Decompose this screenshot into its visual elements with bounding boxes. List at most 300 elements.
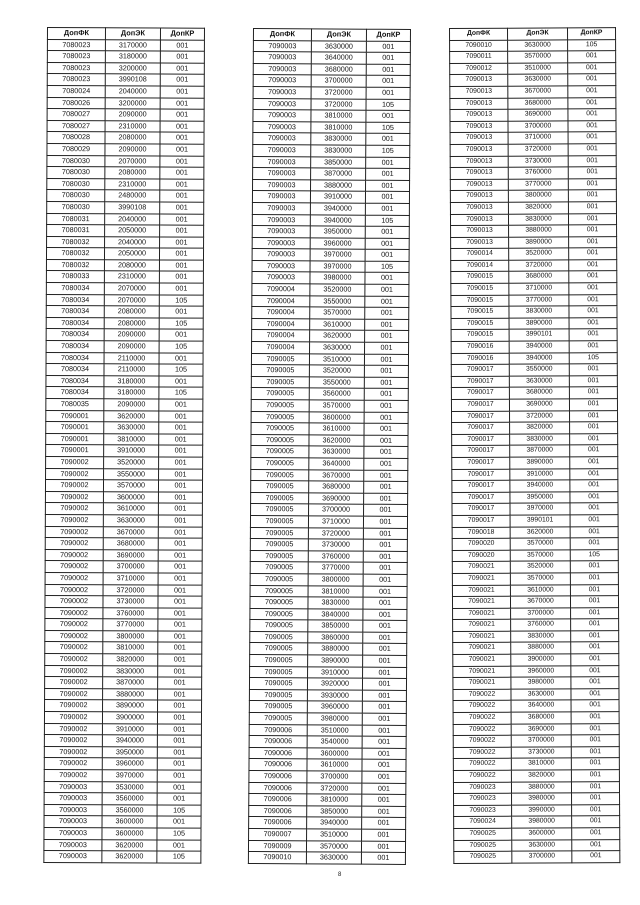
- cell-dopkr: 001: [571, 770, 619, 782]
- cell-dopfk: 7090018: [452, 527, 510, 539]
- cell-dopfk: 7090022: [453, 770, 511, 782]
- header-dopkr: ДопКР: [568, 28, 616, 40]
- cell-dopfk: 7090022: [453, 689, 511, 701]
- cell-dopkr: 001: [363, 644, 407, 656]
- cell-dopkr: 001: [158, 619, 202, 631]
- cell-dopfk: 7090005: [250, 562, 308, 574]
- cell-dopek: 3630000: [104, 422, 159, 434]
- table-row: [450, 51, 616, 63]
- cell-dopkr: 001: [159, 445, 203, 457]
- cell-dopkr: 001: [363, 574, 407, 586]
- cell-dopek: 3550000: [104, 468, 159, 480]
- cell-dopfk: 7090013: [450, 179, 508, 191]
- table-row: [47, 201, 204, 213]
- cell-dopek: 3770000: [308, 562, 363, 574]
- cell-dopkr: 001: [568, 155, 616, 167]
- cell-dopfk: 7090005: [250, 608, 308, 620]
- cell-dopek: 3180000: [104, 376, 159, 388]
- table-row: [44, 712, 201, 724]
- cell-dopkr: 001: [364, 447, 408, 459]
- table-row: [453, 619, 619, 631]
- code-table-right: [449, 27, 620, 864]
- table-row: [44, 758, 201, 770]
- cell-dopek: 3600000: [307, 748, 362, 760]
- table-row: [44, 769, 201, 781]
- table-row: [250, 666, 407, 679]
- cell-dopfk: 7080024: [47, 85, 105, 97]
- table-row: [46, 352, 203, 364]
- table-row: [45, 549, 202, 561]
- table-row: [453, 735, 619, 747]
- cell-dopfk: 7090022: [453, 759, 511, 771]
- table-row: [46, 433, 203, 445]
- cell-dopek: 3630000: [306, 852, 361, 864]
- cell-dopfk: 7090017: [451, 388, 509, 400]
- cell-dopkr: 001: [364, 389, 408, 401]
- cell-dopfk: 7090002: [45, 584, 103, 596]
- cell-dopkr: 001: [365, 273, 409, 285]
- table-row: [253, 133, 410, 146]
- cell-dopek: 3930000: [307, 690, 362, 702]
- table-row: [452, 549, 618, 561]
- cell-dopek: 3810000: [103, 642, 158, 654]
- cell-dopek: 3940000: [102, 735, 157, 747]
- cell-dopek: 3900000: [511, 654, 571, 666]
- cell-dopek: 3520000: [310, 284, 365, 296]
- table-row: [45, 665, 202, 677]
- table-row: [252, 214, 409, 227]
- cell-dopek: 3890000: [510, 457, 570, 469]
- page-number: 8: [338, 872, 342, 878]
- header-row: [47, 28, 204, 40]
- cell-dopkr: 001: [570, 457, 618, 469]
- table-row: [251, 504, 408, 517]
- cell-dopkr: 001: [362, 829, 406, 841]
- code-table-left: [43, 27, 205, 863]
- cell-dopfk: 7090016: [451, 353, 509, 365]
- table-row: [45, 514, 202, 526]
- table-row: [253, 98, 410, 111]
- table-row: [451, 399, 617, 411]
- cell-dopkr: 001: [158, 689, 202, 701]
- cell-dopkr: 001: [570, 445, 618, 457]
- cell-dopek: 3950000: [510, 492, 570, 504]
- cell-dopfk: 7090003: [253, 52, 311, 64]
- cell-dopfk: 7090002: [45, 642, 103, 654]
- cell-dopfk: 7090006: [249, 805, 307, 817]
- cell-dopkr: 001: [568, 109, 616, 121]
- table-row: [452, 584, 618, 596]
- cell-dopfk: 7090007: [249, 828, 307, 840]
- cell-dopek: 3830000: [510, 434, 570, 446]
- cell-dopkr: 105: [366, 122, 410, 134]
- cell-dopfk: 7080030: [47, 178, 105, 190]
- cell-dopek: 3560000: [102, 793, 157, 805]
- cell-dopfk: 7090005: [250, 515, 308, 527]
- cell-dopkr: 001: [158, 492, 202, 504]
- cell-dopkr: 001: [362, 736, 406, 748]
- cell-dopek: 3600000: [102, 828, 157, 840]
- cell-dopek: 3550000: [509, 364, 569, 376]
- cell-dopek: 3510000: [309, 353, 364, 365]
- cell-dopkr: 001: [159, 469, 203, 481]
- cell-dopfk: 7090013: [451, 225, 509, 237]
- cell-dopek: 3620000: [102, 851, 157, 863]
- table-row: [45, 526, 202, 538]
- cell-dopkr: 001: [364, 354, 408, 366]
- cell-dopek: 2090000: [104, 329, 159, 341]
- cell-dopfk: 7090003: [44, 827, 102, 839]
- table-row: [451, 306, 617, 318]
- cell-dopkr: 001: [365, 331, 409, 343]
- cell-dopek: 3710000: [308, 516, 363, 528]
- cell-dopkr: 001: [361, 841, 405, 853]
- cell-dopkr: 001: [157, 782, 201, 794]
- cell-dopfk: 7090002: [45, 700, 103, 712]
- cell-dopfk: 7090003: [44, 851, 102, 863]
- cell-dopkr: 001: [157, 747, 201, 759]
- cell-dopek: 3910000: [102, 723, 157, 735]
- cell-dopkr: 001: [365, 284, 409, 296]
- cell-dopfk: 7090017: [452, 434, 510, 446]
- cell-dopkr: 001: [157, 793, 201, 805]
- cell-dopek: 2050000: [104, 248, 159, 260]
- table-row: [44, 839, 201, 851]
- cell-dopfk: 7090006: [249, 736, 307, 748]
- cell-dopfk: 7090003: [252, 202, 310, 214]
- cell-dopek: 3620000: [309, 435, 364, 447]
- cell-dopek: 3820000: [103, 654, 158, 666]
- cell-dopfk: 7090022: [453, 701, 511, 713]
- cell-dopkr: 001: [366, 157, 410, 169]
- cell-dopek: 3200000: [105, 63, 160, 75]
- cell-dopfk: 7090015: [451, 306, 509, 318]
- cell-dopkr: 001: [569, 248, 617, 260]
- table-row: [46, 410, 203, 422]
- cell-dopek: 2110000: [104, 352, 159, 364]
- cell-dopek: 3510000: [307, 724, 362, 736]
- cell-dopek: 3630000: [309, 446, 364, 458]
- table-row: [452, 526, 618, 538]
- cell-dopkr: 001: [571, 642, 619, 654]
- cell-dopfk: 7090013: [450, 144, 508, 156]
- cell-dopek: 3560000: [102, 805, 157, 817]
- table-row: [46, 375, 203, 387]
- cell-dopkr: 001: [362, 702, 406, 714]
- cell-dopek: 3680000: [509, 271, 569, 283]
- table-row: [252, 295, 409, 308]
- cell-dopkr: 001: [364, 423, 408, 435]
- cell-dopek: 3970000: [510, 503, 570, 515]
- table-row: [451, 225, 617, 237]
- table-row: [453, 781, 619, 793]
- cell-dopkr: 001: [158, 538, 202, 550]
- table-row: [250, 643, 407, 656]
- cell-dopfk: 7090002: [45, 503, 103, 515]
- table-row: [45, 677, 202, 689]
- cell-dopkr: 001: [571, 781, 619, 793]
- cell-dopek: 3830000: [311, 145, 366, 157]
- table-row: [248, 840, 405, 853]
- cell-dopfk: 7090002: [45, 677, 103, 689]
- cell-dopkr: 001: [568, 62, 616, 74]
- table-row: [45, 619, 202, 631]
- cell-dopkr: 001: [365, 342, 409, 354]
- cell-dopek: 3600000: [512, 828, 572, 840]
- table-row: [249, 689, 406, 702]
- cell-dopek: 3640000: [309, 458, 364, 470]
- cell-dopkr: 001: [158, 527, 202, 539]
- cell-dopkr: 001: [160, 179, 204, 191]
- cell-dopek: 3810000: [307, 794, 362, 806]
- table-row: [452, 457, 618, 469]
- cell-dopkr: 001: [159, 283, 203, 295]
- cell-dopfk: 7090017: [451, 399, 509, 411]
- table-row: [46, 456, 203, 468]
- cell-dopek: 3700000: [311, 75, 366, 87]
- cell-dopfk: 7090016: [451, 341, 509, 353]
- table-row: [453, 770, 619, 782]
- cell-dopek: 3680000: [309, 481, 364, 493]
- cell-dopkr: 001: [364, 470, 408, 482]
- table-row: [249, 713, 406, 726]
- cell-dopfk: 7080027: [47, 109, 105, 121]
- cell-dopkr: 001: [160, 121, 204, 133]
- cell-dopek: 3670000: [103, 526, 158, 538]
- cell-dopek: 3640000: [511, 700, 571, 712]
- table-row: [252, 191, 409, 204]
- cell-dopfk: 7090003: [253, 110, 311, 122]
- cell-dopkr: 001: [366, 180, 410, 192]
- cell-dopek: 3890000: [509, 318, 569, 330]
- cell-dopkr: 001: [571, 758, 619, 770]
- cell-dopkr: 001: [366, 52, 410, 64]
- table-row: [46, 445, 203, 457]
- cell-dopfk: 7090003: [253, 179, 311, 191]
- cell-dopek: 3700000: [511, 735, 571, 747]
- cell-dopfk: 7090017: [452, 492, 510, 504]
- cell-dopfk: 7090003: [44, 793, 102, 805]
- cell-dopkr: 001: [157, 735, 201, 747]
- cell-dopek: 3700000: [307, 771, 362, 783]
- table-row: [251, 469, 408, 482]
- cell-dopfk: 7080028: [47, 132, 105, 144]
- cell-dopek: 2080000: [104, 318, 159, 330]
- cell-dopfk: 7080031: [47, 213, 105, 225]
- cell-dopkr: 001: [365, 226, 409, 238]
- cell-dopkr: 001: [158, 480, 202, 492]
- cell-dopek: 3890000: [308, 655, 363, 667]
- cell-dopek: 3770000: [509, 295, 569, 307]
- table-row: [251, 423, 408, 436]
- table-row: [251, 434, 408, 447]
- cell-dopkr: 001: [362, 818, 406, 830]
- table-row: [452, 596, 618, 608]
- cell-dopek: 2040000: [105, 86, 160, 98]
- cell-dopfk: 7090006: [249, 782, 307, 794]
- table-row: [451, 329, 617, 341]
- cell-dopfk: 7090005: [250, 620, 308, 632]
- cell-dopkr: 001: [158, 584, 202, 596]
- table-row: [44, 816, 201, 828]
- cell-dopfk: 7090020: [452, 550, 510, 562]
- cell-dopkr: 105: [159, 295, 203, 307]
- cell-dopfk: 7090003: [253, 86, 311, 98]
- table-row: [46, 422, 203, 434]
- cell-dopfk: 7090013: [450, 133, 508, 145]
- table-row: [46, 387, 203, 399]
- cell-dopfk: 7080030: [47, 167, 105, 179]
- cell-dopkr: 001: [568, 178, 616, 190]
- cell-dopkr: 001: [366, 41, 410, 53]
- cell-dopek: 3940000: [307, 817, 362, 829]
- table-row: [450, 86, 616, 98]
- cell-dopkr: 001: [366, 87, 410, 99]
- cell-dopfk: 7080023: [47, 39, 105, 51]
- cell-dopek: 3940000: [510, 480, 570, 492]
- cell-dopfk: 7080023: [47, 74, 105, 86]
- cell-dopkr: 001: [570, 503, 618, 515]
- cell-dopkr: 001: [159, 306, 203, 318]
- cell-dopek: 3920000: [307, 678, 362, 690]
- cell-dopfk: 7090006: [249, 817, 307, 829]
- table-row: [44, 735, 201, 747]
- cell-dopkr: 001: [568, 120, 616, 132]
- cell-dopkr: 001: [569, 271, 617, 283]
- cell-dopfk: 7090005: [250, 643, 308, 655]
- cell-dopek: 3870000: [510, 445, 570, 457]
- cell-dopek: 3990101: [509, 329, 569, 341]
- table-row: [451, 317, 617, 329]
- cell-dopkr: 001: [364, 458, 408, 470]
- cell-dopek: 3880000: [308, 643, 363, 655]
- cell-dopkr: 001: [568, 74, 616, 86]
- cell-dopkr: 001: [157, 816, 201, 828]
- cell-dopek: 2070000: [105, 155, 160, 167]
- cell-dopfk: 7080023: [47, 62, 105, 74]
- cell-dopek: 3710000: [508, 132, 568, 144]
- cell-dopfk: 7090005: [249, 678, 307, 690]
- cell-dopek: 3980000: [310, 272, 365, 284]
- cell-dopkr: 001: [571, 746, 619, 758]
- cell-dopfk: 7080034: [46, 364, 104, 376]
- cell-dopfk: 7080023: [47, 51, 105, 63]
- cell-dopek: 3670000: [510, 596, 570, 608]
- cell-dopfk: 7090022: [453, 735, 511, 747]
- cell-dopkr: 001: [158, 666, 202, 678]
- cell-dopfk: 7090002: [45, 607, 103, 619]
- cell-dopek: 3830000: [509, 306, 569, 318]
- cell-dopkr: 105: [157, 851, 201, 863]
- table-row: [453, 642, 619, 654]
- cell-dopfk: 7090022: [453, 712, 511, 724]
- table-row: [251, 411, 408, 424]
- cell-dopkr: 001: [572, 793, 620, 805]
- cell-dopek: 2090000: [104, 341, 159, 353]
- cell-dopek: 3760000: [508, 167, 568, 179]
- cell-dopkr: 001: [160, 202, 204, 214]
- table-row: [453, 712, 619, 724]
- cell-dopfk: 7090004: [252, 295, 310, 307]
- cell-dopkr: 001: [362, 806, 406, 818]
- cell-dopfk: 7080032: [46, 259, 104, 271]
- table-row: [450, 155, 616, 167]
- cell-dopkr: 001: [158, 700, 202, 712]
- cell-dopkr: 001: [364, 400, 408, 412]
- cell-dopek: 3600000: [309, 411, 364, 423]
- cell-dopek: 3800000: [308, 574, 363, 586]
- cell-dopkr: 001: [362, 771, 406, 783]
- cell-dopkr: 001: [569, 329, 617, 341]
- table-row: [452, 503, 618, 515]
- cell-dopek: 3830000: [508, 213, 568, 225]
- cell-dopfk: 7090022: [453, 724, 511, 736]
- code-table-middle: [248, 28, 411, 865]
- table-row: [47, 51, 204, 63]
- table-row: [46, 341, 203, 353]
- table-row: [453, 654, 619, 666]
- cell-dopfk: 7090022: [453, 747, 511, 759]
- table-row: [45, 480, 202, 492]
- cell-dopek: 3890000: [509, 237, 569, 249]
- table-row: [45, 688, 202, 700]
- table-row: [452, 422, 618, 434]
- cell-dopkr: 001: [362, 783, 406, 795]
- cell-dopfk: 7080027: [47, 120, 105, 132]
- cell-dopfk: 7090002: [46, 468, 104, 480]
- cell-dopfk: 7090009: [248, 840, 306, 852]
- cell-dopfk: 7090003: [252, 226, 310, 238]
- cell-dopek: 3680000: [311, 64, 366, 76]
- cell-dopkr: 001: [157, 712, 201, 724]
- header-dopfk: ДопФК: [47, 28, 105, 40]
- cell-dopkr: 001: [160, 74, 204, 86]
- cell-dopkr: 001: [364, 435, 408, 447]
- cell-dopek: 3690000: [103, 549, 158, 561]
- table-row: [451, 283, 617, 295]
- table-row: [47, 190, 204, 202]
- cell-dopkr: 001: [362, 690, 406, 702]
- cell-dopkr: 001: [570, 515, 618, 527]
- table-row: [451, 294, 617, 306]
- cell-dopfk: 7090014: [451, 260, 509, 272]
- cell-dopkr: 001: [361, 852, 405, 864]
- table-row: [253, 144, 410, 157]
- cell-dopek: 2110000: [104, 364, 159, 376]
- cell-dopkr: 001: [158, 561, 202, 573]
- cell-dopkr: 001: [364, 365, 408, 377]
- cell-dopfk: 7090003: [44, 781, 102, 793]
- cell-dopkr: 001: [572, 839, 620, 851]
- table-row: [47, 236, 204, 248]
- cell-dopfk: 7090010: [450, 40, 508, 52]
- cell-dopfk: 7090010: [248, 852, 306, 864]
- cell-dopfk: 7090023: [453, 782, 511, 794]
- table-row: [252, 272, 409, 285]
- cell-dopkr: 001: [362, 713, 406, 725]
- table-row: [252, 318, 409, 331]
- cell-dopfk: 7080034: [46, 387, 104, 399]
- table-row: [46, 364, 203, 376]
- cell-dopfk: 7090013: [450, 109, 508, 121]
- cell-dopfk: 7080034: [46, 306, 104, 318]
- cell-dopkr: 001: [362, 748, 406, 760]
- table-row: [451, 387, 617, 399]
- cell-dopkr: 001: [159, 248, 203, 260]
- cell-dopek: 3800000: [508, 190, 568, 202]
- cell-dopek: 3520000: [104, 457, 159, 469]
- cell-dopfk: 7090015: [451, 330, 509, 342]
